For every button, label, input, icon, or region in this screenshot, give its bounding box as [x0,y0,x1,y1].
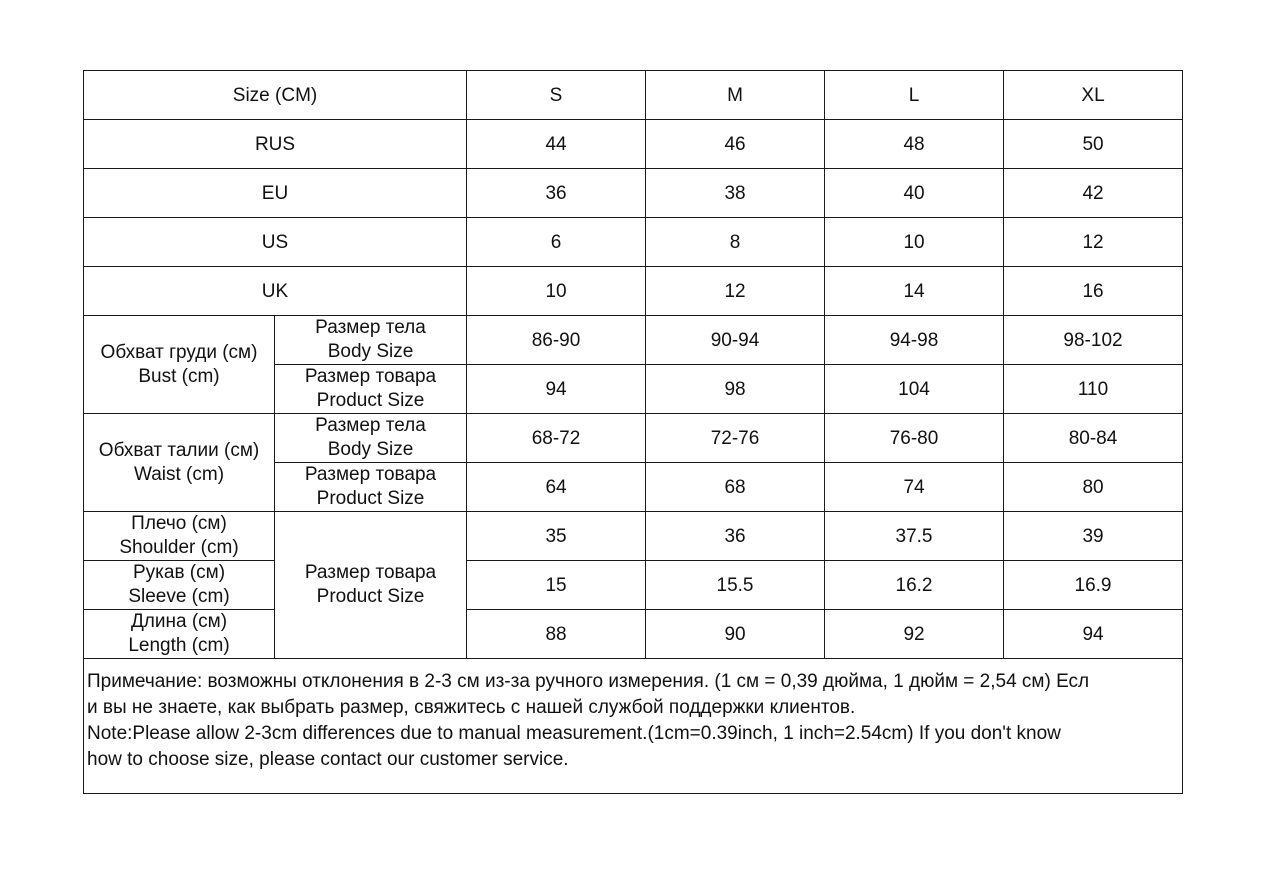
header-row [84,71,1183,120]
sub-label-en: Body Size [327,341,414,362]
table-cell: 35 [467,512,646,561]
table-cell: 16.9 [1004,561,1183,610]
sleeve-label [84,561,275,610]
table-cell: 12 [1004,218,1183,267]
table-cell: 16 [1004,267,1183,316]
table-cell: 8 [646,218,825,267]
table-row [84,120,1183,169]
table-row [84,169,1183,218]
sub-label-ru: Размер товара [304,464,437,485]
table-cell: 46 [646,120,825,169]
waist-label-en: Waist (cm) [133,463,225,485]
waist-product-size-label [275,463,467,512]
row-label-rus: RUS [84,120,467,169]
size-chart-table [83,70,1183,794]
table-row [84,267,1183,316]
shoulder-label-ru: Плечо (см) [131,513,227,534]
table-cell: 50 [1004,120,1183,169]
sleeve-label-en: Sleeve (cm) [128,586,230,607]
length-label-en: Length (cm) [128,635,230,656]
table-row [84,610,1183,659]
table-cell: 37.5 [825,512,1004,561]
sub-label-ru: Размер товара [304,562,437,583]
shoulder-label [84,512,275,561]
table-cell: 48 [825,120,1004,169]
table-cell: 16.2 [825,561,1004,610]
table-cell: 68 [646,463,825,512]
table-cell: 72-76 [646,414,825,463]
waist-label-ru: Обхват талии (см) [98,439,260,461]
table-cell: 90 [646,610,825,659]
table-cell: 14 [825,267,1004,316]
table-row [84,561,1183,610]
note-row [84,659,1183,794]
table-cell: 68-72 [467,414,646,463]
table-cell: 6 [467,218,646,267]
note-line-2: и вы не знаете, как выбрать размер, свяжитесь с нашей службой поддержки клиентов. [87,697,856,718]
sub-label-en: Body Size [327,439,414,460]
sub-label-en: Product Size [316,586,425,607]
table-cell: 94 [1004,610,1183,659]
table-row [84,512,1183,561]
table-cell: 15 [467,561,646,610]
table-cell: 39 [1004,512,1183,561]
table-cell: 86-90 [467,316,646,365]
waist-body-size-label [275,414,467,463]
sleeve-label-ru: Рукав (см) [132,562,226,583]
table-cell: 36 [467,169,646,218]
table-cell: 94-98 [825,316,1004,365]
bust-label-en: Bust (cm) [138,365,220,387]
table-cell: 36 [646,512,825,561]
table-cell: 104 [825,365,1004,414]
row-label-eu: EU [84,169,467,218]
table-cell: 38 [646,169,825,218]
size-header-s: S [467,71,646,120]
table-row [84,414,1183,463]
bust-label-ru: Обхват груди (см) [100,341,258,363]
table-cell: 40 [825,169,1004,218]
table-row [84,316,1183,365]
bust-product-size-label [275,365,467,414]
table-cell: 10 [825,218,1004,267]
table-cell: 98 [646,365,825,414]
table-cell: 44 [467,120,646,169]
row-label-uk: UK [84,267,467,316]
length-label [84,610,275,659]
table-cell: 98-102 [1004,316,1183,365]
shoulder-label-en: Shoulder (cm) [119,537,239,558]
size-header-m: M [646,71,825,120]
table-cell: 74 [825,463,1004,512]
sub-label-ru: Размер товара [304,366,437,387]
table-cell: 10 [467,267,646,316]
table-cell: 80-84 [1004,414,1183,463]
row-label-us: US [84,218,467,267]
table-row [84,218,1183,267]
length-label-ru: Длина (см) [130,611,228,632]
product-size-group-label [275,512,467,659]
note-line-4: how to choose size, please contact our customer service. [87,749,569,770]
size-header-l: L [825,71,1004,120]
table-cell: 94 [467,365,646,414]
size-note [84,659,1183,794]
sub-label-en: Product Size [316,390,425,411]
table-cell: 42 [1004,169,1183,218]
size-header-label: Size (CM) [84,71,467,120]
note-line-3: Note:Please allow 2-3cm differences due to manual measurement.(1cm=0.39inch, 1 inch=2.54cm) If you don't know [87,723,1061,744]
table-cell: 76-80 [825,414,1004,463]
sub-label-en: Product Size [316,488,425,509]
table-cell: 64 [467,463,646,512]
table-cell: 110 [1004,365,1183,414]
table-cell: 92 [825,610,1004,659]
table-cell: 12 [646,267,825,316]
table-cell: 90-94 [646,316,825,365]
table-cell: 88 [467,610,646,659]
waist-label [84,414,275,512]
sub-label-ru: Размер тела [315,317,426,338]
bust-body-size-label [275,316,467,365]
table-cell: 80 [1004,463,1183,512]
table-cell: 15.5 [646,561,825,610]
bust-label [84,316,275,414]
note-line-1: Примечание: возможны отклонения в 2-3 см из-за ручного измерения. (1 см = 0,39 дюйма, 1 дюйм = 2,54 см) Есл [87,671,1090,692]
sub-label-ru: Размер тела [315,415,426,436]
size-header-xl: XL [1004,71,1183,120]
